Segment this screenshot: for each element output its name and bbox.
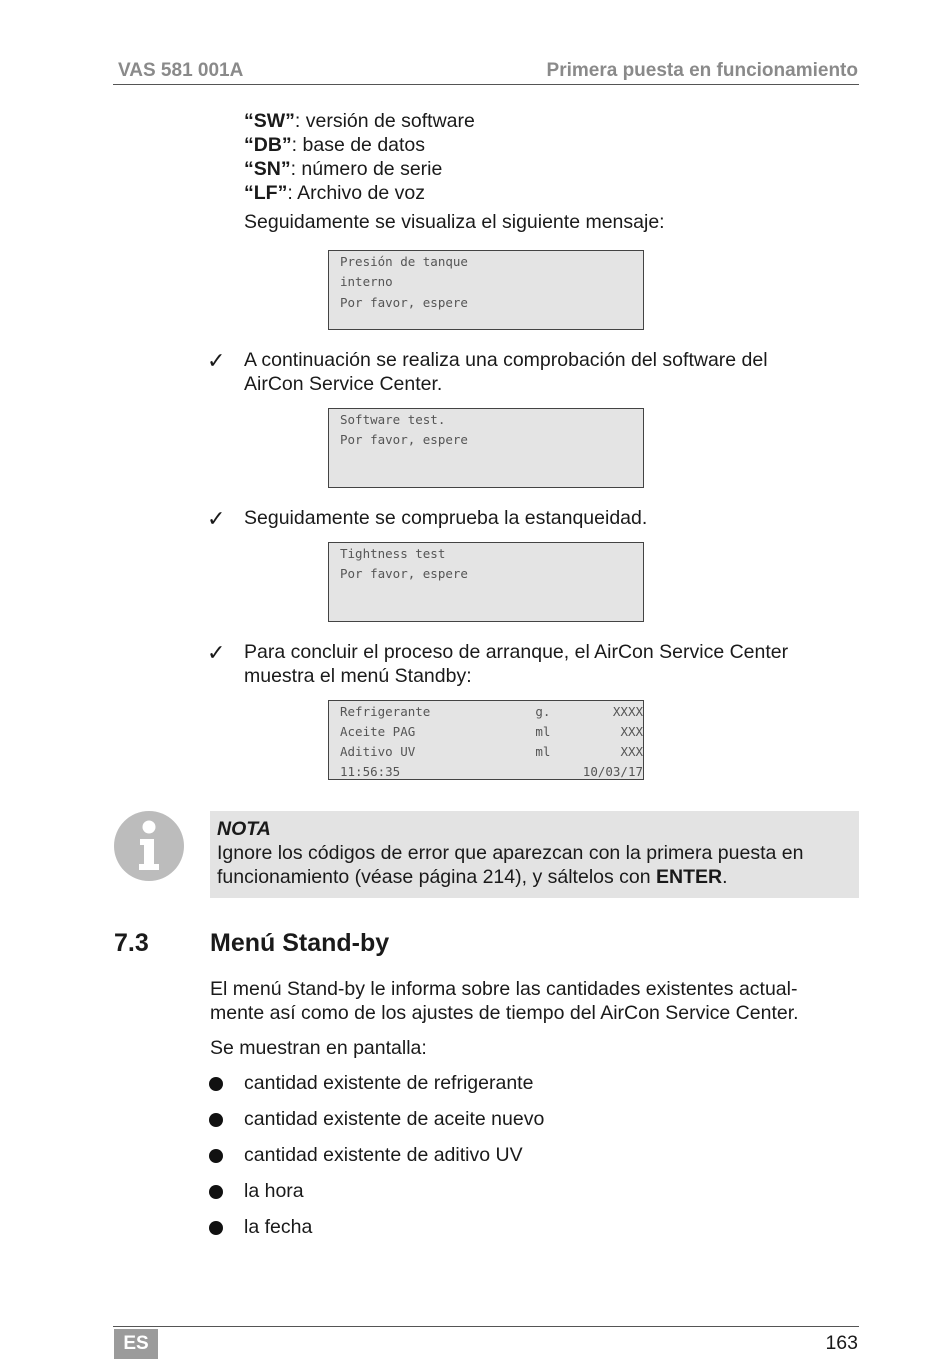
lcd-label: Refrigerante [340,704,431,719]
step-standby-menu [244,640,844,688]
lcd-row [340,742,643,762]
section-title: Menú Stand-by [210,929,390,957]
lcd-display-tank-pressure [328,250,644,330]
definition-item [244,181,475,205]
lcd-line: interno [340,274,393,290]
step-line: A continuación se realiza una comprobación del software del [244,349,768,371]
definition-term: “SN” [244,158,291,180]
lcd-value: XXXX [612,704,644,719]
lcd-value: XXX [620,744,644,759]
display-intro: Se muestran en pantalla: [210,1037,427,1059]
lcd-display-tightness-test [328,542,644,622]
definition-desc: : base de datos [291,134,426,156]
step-line: Para concluir el proceso de arranque, el AirCon Service Center [244,641,789,663]
checkmark-icon: ✓ [207,348,226,373]
bullet-icon [209,1221,223,1235]
definition-desc: : versión de software [294,110,475,132]
definition-term: “LF” [244,182,288,204]
header-divider [113,84,859,85]
definition-item [244,157,475,181]
bullet-icon [209,1113,223,1127]
lcd-line: Por favor, espere [340,566,468,582]
info-icon [114,811,184,881]
lcd-unit: g. [535,704,551,719]
lcd-line: Por favor, espere [340,294,468,310]
definition-term: “SW” [244,110,295,132]
definition-term: “DB” [244,134,292,156]
lcd-date: 10/03/17 [582,764,644,779]
step-line: muestra el menú Standby: [244,665,472,687]
step-line: Seguidamente se comprueba la estanqueidad. [244,507,648,529]
lcd-line: Software test. [340,412,446,427]
lcd-unit [535,762,575,782]
list-item: la fecha [244,1216,313,1238]
note-line-end: . [722,866,728,888]
note-line-text: funcionamiento (véase página 214), y sáltelos con [217,866,657,888]
intro-text: Seguidamente se visualiza el siguiente mensaje: [244,211,665,233]
list-item: la hora [244,1180,304,1202]
definition-desc: : número de serie [290,158,443,180]
checkmark-icon: ✓ [207,506,226,531]
paragraph-line: El menú Stand-by le informa sobre las cantidades existentes actual- [210,978,798,1000]
definition-item [244,133,475,157]
lcd-unit: ml [535,744,551,759]
note-line [217,865,847,889]
paragraph-line: mente así como de los ajustes de tiempo del AirCon Service Center. [210,1002,799,1024]
bullet-icon [209,1077,223,1091]
lcd-row [340,722,643,742]
header-chapter-title: Primera puesta en funcionamiento [546,60,858,81]
page-number: 163 [825,1332,858,1354]
step-tightness-check [244,506,844,530]
lcd-row [340,762,643,782]
definition-item [244,109,475,133]
lcd-label: Aceite PAG [340,724,416,739]
lcd-display-software-test [328,408,644,488]
step-software-check [244,348,844,396]
bullet-icon [209,1149,223,1163]
section-paragraph [210,977,799,1025]
note-line: Ignore los códigos de error que aparezcan con la primera puesta en [217,842,804,864]
list-item: cantidad existente de aditivo UV [244,1144,523,1166]
bullet-icon [209,1185,223,1199]
lcd-time: 11:56:35 [340,764,401,779]
section-number: 7.3 [114,929,149,957]
list-item: cantidad existente de refrigerante [244,1072,534,1094]
definition-desc: : Archivo de voz [287,182,425,204]
footer-divider [113,1326,859,1327]
note-title: NOTA [217,818,271,840]
lcd-line: Tightness test [340,546,446,561]
note-key-enter: ENTER [656,866,723,888]
lcd-label: Aditivo UV [340,744,416,759]
language-badge: ES [114,1329,158,1359]
checkmark-icon: ✓ [207,640,226,665]
lcd-unit: ml [535,724,551,739]
step-line: AirCon Service Center. [244,373,443,395]
lcd-display-standby [328,700,644,780]
lcd-value: XXX [620,724,644,739]
definition-list [244,109,475,205]
lcd-line: Presión de tanque [340,254,468,269]
lcd-row [340,702,643,722]
list-item: cantidad existente de aceite nuevo [244,1108,545,1130]
note-text [217,841,847,889]
header-product-code: VAS 581 001A [118,60,244,81]
lcd-line: Por favor, espere [340,432,468,448]
